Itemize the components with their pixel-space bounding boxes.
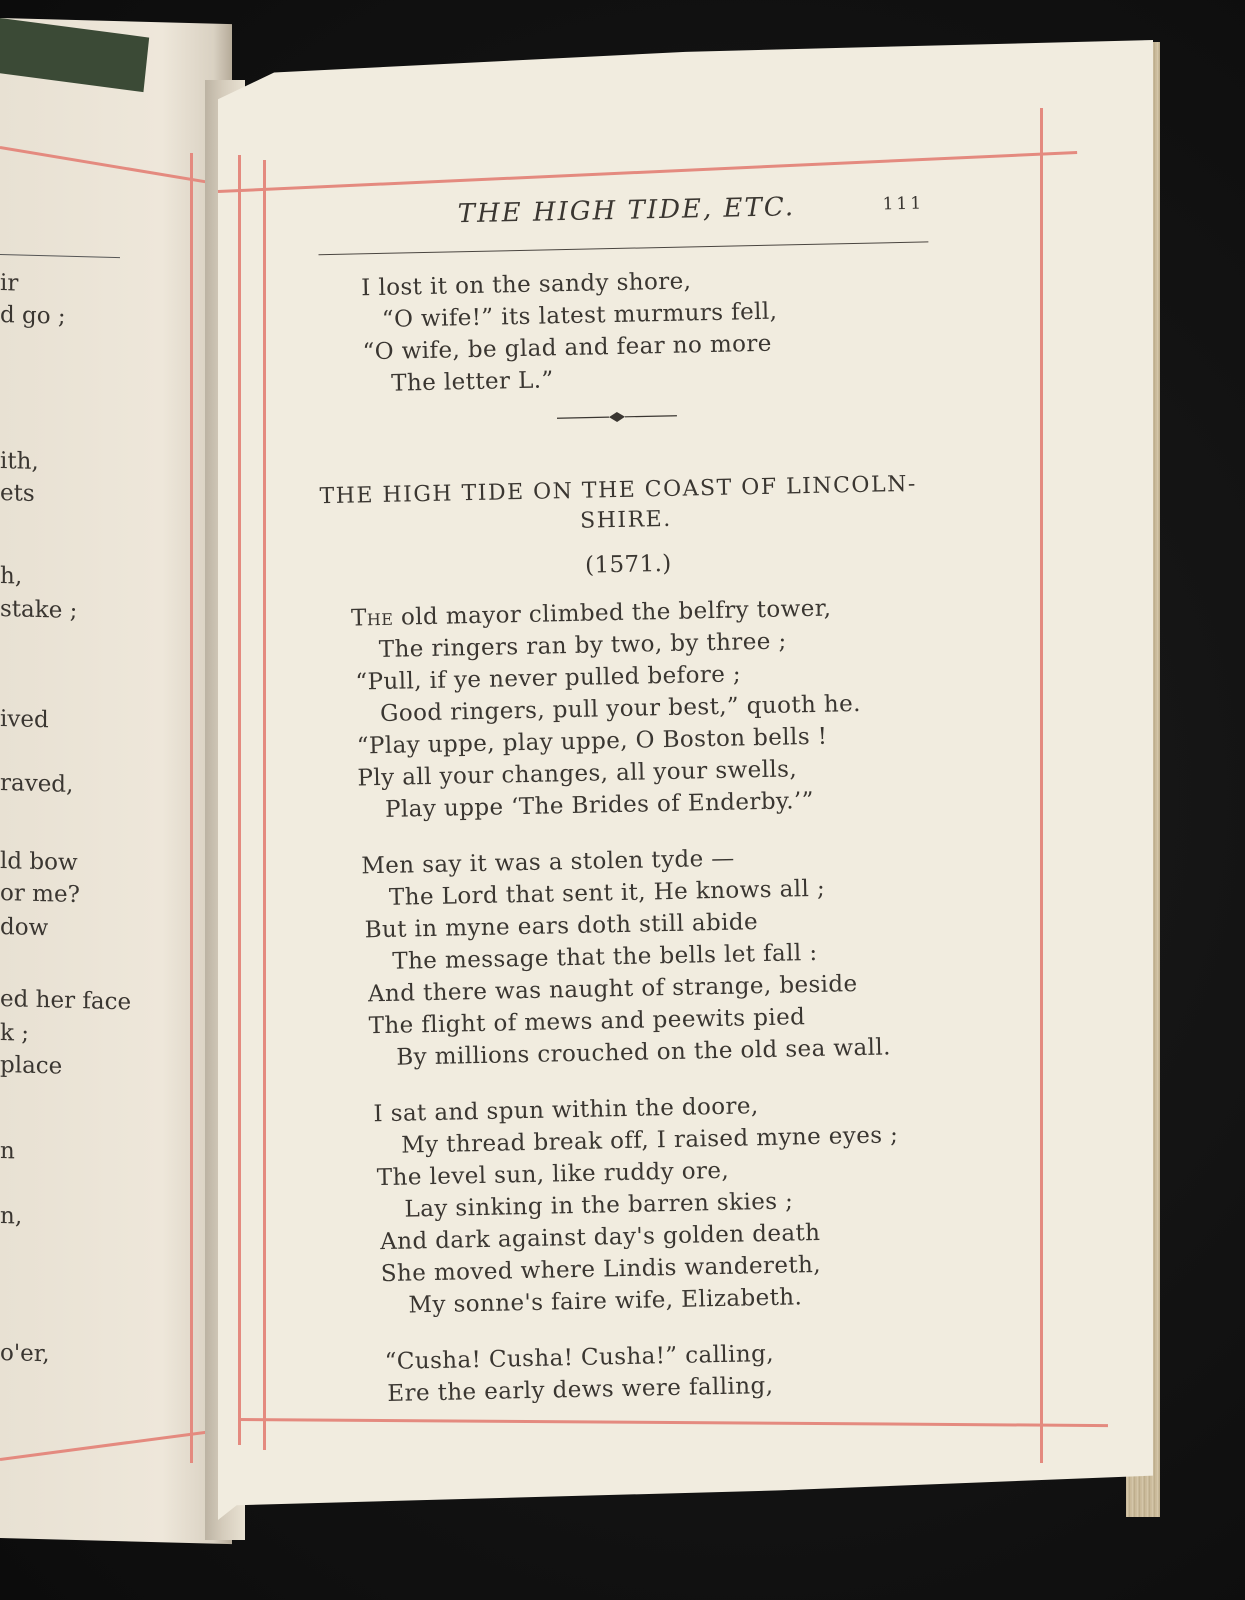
left-fragment: d go ; (0, 302, 66, 330)
verse-line: The flight of mews and peewits pied (368, 1004, 806, 1040)
verse-line: The message that the bells let fall : (392, 939, 818, 975)
verse-line: My sonne's faire wife, Elizabeth. (408, 1284, 803, 1319)
left-fragment: n (0, 1138, 15, 1165)
verse-line: Play uppe ‘The Brides of Enderby.’” (384, 787, 815, 823)
left-fragment: ld bow (0, 848, 78, 877)
left-fragment: k ; (0, 1020, 29, 1047)
verse-line: The letter L.” (390, 367, 554, 397)
verse-line: And dark against day's golden death (379, 1219, 821, 1256)
left-fragment: ived (0, 706, 49, 734)
running-head-rule (319, 241, 929, 255)
verse-line: I lost it on the sandy shore, (360, 268, 692, 302)
left-fragment: stake ; (0, 596, 78, 625)
verse-line: The Lord that sent it, He knows all ; (388, 875, 826, 911)
verse-line: Lay sinking in the barren skies ; (404, 1188, 794, 1223)
verse-line: Good ringers, pull your best,” quoth he. (379, 690, 862, 728)
verse-line: She moved where Lindis wandereth, (380, 1251, 822, 1288)
verse-line (351, 596, 832, 632)
verse-line: Ply all your changes, all your swells, (357, 756, 798, 792)
poem-title-line-2: SHIRE. (579, 506, 672, 534)
left-fragment: n, (0, 1203, 23, 1230)
verse-line: “O wife!” its latest murmurs fell, (381, 298, 778, 333)
divider-ornament (557, 409, 677, 426)
verse-line: “O wife, be glad and fear no more (362, 330, 773, 366)
left-fragment: h, (0, 563, 23, 590)
page-number: 111 (882, 193, 925, 215)
left-fragment: ir (0, 270, 19, 297)
left-fragment: ith, (0, 448, 39, 476)
poem-title-line-1: THE HIGH TIDE ON THE COAST OF LINCOLN- (319, 471, 918, 510)
verse-line: And there was naught of strange, beside (367, 971, 858, 1008)
left-fragment: ed her face (0, 986, 132, 1016)
drop-word: The (350, 604, 394, 632)
verse-line: Ere the early dews were falling, (387, 1372, 774, 1407)
verse-line: The ringers ran by two, by three ; (378, 628, 787, 664)
verse-line: “Play uppe, play uppe, O Boston bells ! (356, 723, 828, 760)
verse-line: “Pull, if ye never pulled before ; (355, 661, 742, 696)
left-fragment: ets (0, 480, 35, 507)
verse-line: The level sun, like ruddy ore, (376, 1157, 730, 1192)
left-fragment: or me? (0, 880, 80, 909)
verse-line: Men say it was a stolen tyde — (361, 845, 735, 880)
left-fragment: place (0, 1052, 63, 1080)
verse-line-rest: old mayor climbed the belfry tower, (393, 595, 832, 631)
verse-line: “Cusha! Cusha! Cusha!” calling, (384, 1340, 775, 1376)
left-fragment: dow (0, 914, 49, 942)
poem-year: (1571.) (584, 550, 672, 579)
left-fragment: raved, (0, 770, 74, 798)
verse-line: My thread break off, I raised myne eyes ; (400, 1122, 899, 1159)
running-head: THE HIGH TIDE, ETC. (457, 192, 796, 230)
verse-line: I sat and spun within the doore, (373, 1093, 759, 1128)
verse-line: By millions crouched on the old sea wall. (396, 1034, 892, 1071)
verse-line: But in myne ears doth still abide (364, 909, 759, 944)
left-fragment: o'er, (0, 1340, 50, 1368)
